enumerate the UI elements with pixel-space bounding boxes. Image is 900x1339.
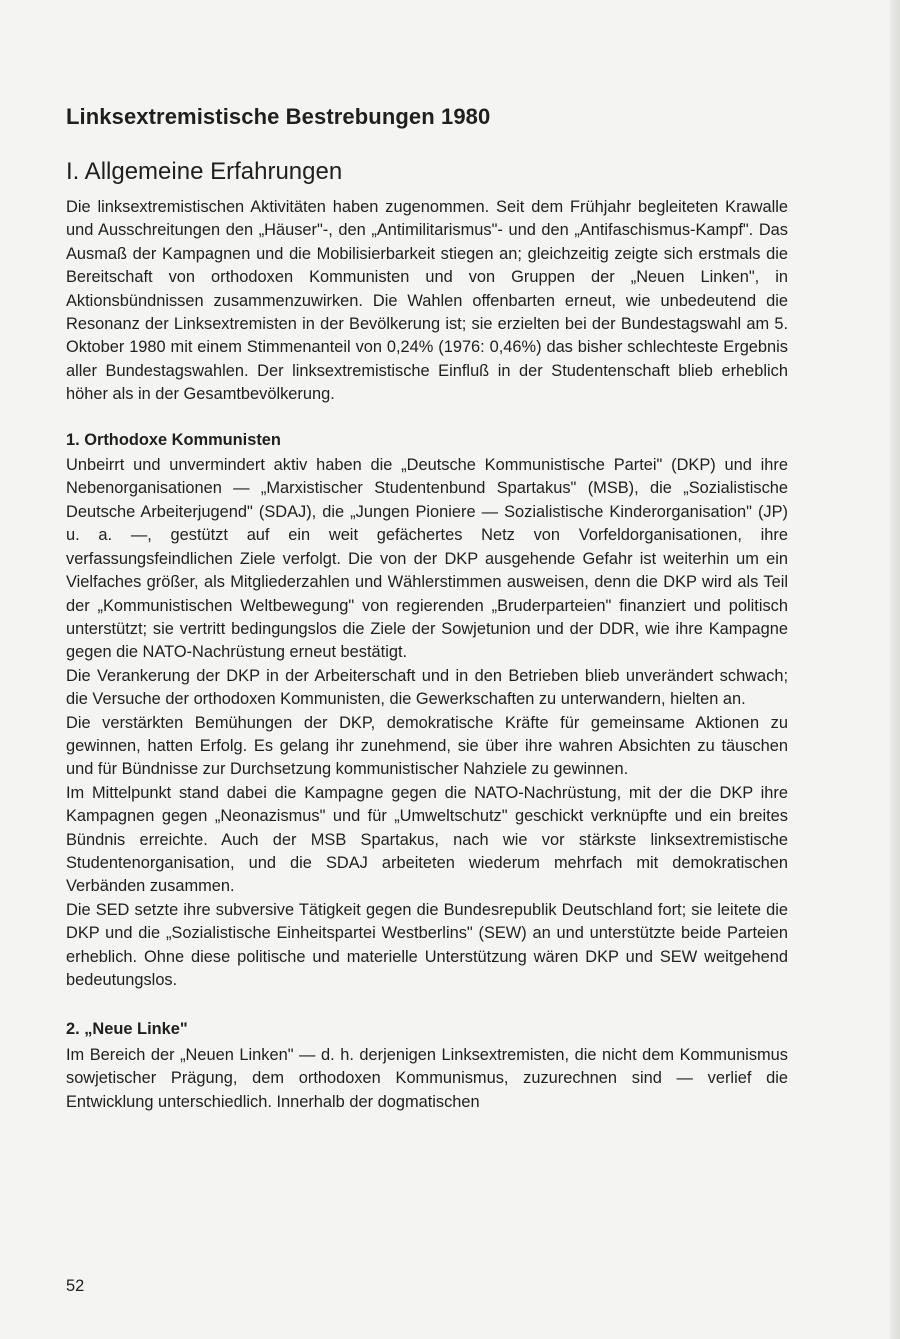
section-heading: I. Allgemeine Erfahrungen — [66, 158, 343, 185]
paragraph: Die verstärkten Bemühungen der DKP, demokratische Kräfte für gemeinsame Aktionen zu gewinnen, hatten Erfolg. Es gelang ihr zunehmend, sie über ihre wahren Absichten zu täuschen und für Bündnisse zur Durchsetzung kommunistischer Nahziele zu gewinnen. — [66, 713, 788, 779]
section-intro-paragraph: Die linksextremistischen Aktivitäten haben zugenommen. Seit dem Frühjahr begleiteten Krawalle und Ausschreitungen den „Häuser"-, den „Antimilitarismus"- und den „Antifaschismus-Kampf". Das Ausmaß der Kampagnen und die Mobilisierbarkeit stiegen an; gleichzeitig zeigte sich erstmals die Bereitschaft von orthodoxen Kommunisten und von Gruppen der „Neuen Linken", in Aktionsbündnissen zusammenzuwirken. Die Wahlen offenbarten erneut, wie unbedeutend die Resonanz der Linksextremisten in der Bevölkerung ist; sie erzielten bei der Bundestagswahl am 5. Oktober 1980 mit einem Stimmenanteil von 0,24% (1976: 0,46%) das bisher schlechteste Ergebnis aller Bundestagswahlen. Der linksextremistische Einfluß in der Studentenschaft blieb erheblich höher als in der Gesamtbevölkerung. — [66, 198, 788, 404]
page-number: 52 — [66, 1277, 85, 1295]
paragraph: Die Verankerung der DKP in der Arbeiterschaft und in den Betrieben blieb unverändert schwach; die Versuche der orthodoxen Kommunisten, die Gewerkschaften zu unterwandern, hielten an. — [66, 666, 788, 709]
page-content — [66, 104, 788, 1114]
subsection-heading-neue-linke: 2. „Neue Linke" — [66, 1020, 188, 1039]
paragraph: Im Bereich der „Neuen Linken" — d. h. derjenigen Linksextremisten, die nicht dem Kommunismus sowjetischer Prägung, dem orthodoxen Kommunismus, zuzurechnen sind — verlief die Entwicklung unterschiedlich. Innerhalb der dogmatischen — [66, 1045, 788, 1111]
subsection-heading-orthodox: 1. Orthodoxe Kommunisten — [66, 430, 281, 449]
document-title: Linksextremistische Bestrebungen 1980 — [66, 104, 491, 129]
page-edge — [890, 0, 900, 1339]
paragraph: Die SED setzte ihre subversive Tätigkeit gegen die Bundesrepublik Deutschland fort; sie leitete die DKP und die „Sozialistische Einheitspartei Westberlins" (SEW) an und unterstützte beide Parteien erheblich. Ohne diese politische und materielle Unterstützung wären DKP und SEW weitgehend bedeutungslos. — [66, 900, 788, 989]
paragraph: Unbeirrt und unvermindert aktiv haben die „Deutsche Kommunistische Partei" (DKP) und ihre Nebenorganisationen — „Marxistischer Studentenbund Spartakus" (MSB), die „Sozialistische Deutsche Arbeiterjugend" (SDAJ), die „Jungen Pioniere — Sozialistische Kinderorganisation" (JP) u. a. —, gestützt auf ein weit gefächertes Netz von Vorfeldorganisationen, ihre verfassungsfeindlichen Ziele verfolgt. Die von der DKP ausgehende Gefahr ist weiterhin um ein Vielfaches größer, als Mitgliederzahlen und Wählerstimmen ausweisen, denn die DKP wird als Teil der „Kommunistischen Weltbewegung" von regierenden „Bruderparteien" finanziert und politisch unterstützt; sie vertritt bedingungslos die Ziele der Sowjetunion und der DDR, wie ihre Kampagne gegen die NATO-Nachrüstung erneut bestätigt. — [66, 456, 788, 662]
paragraph: Im Mittelpunkt stand dabei die Kampagne gegen die NATO-Nachrüstung, mit der die DKP ihre Kampagnen gegen „Neonazismus" und für „Umweltschutz" geschickt verknüpfte und ein breites Bündnis erreichte. Auch der MSB Spartakus, nach wie vor stärkste linksextremistische Studentenorganisation, und die SDAJ arbeiteten wiederum mehrfach mit demokratischen Verbänden zusammen. — [66, 783, 788, 896]
